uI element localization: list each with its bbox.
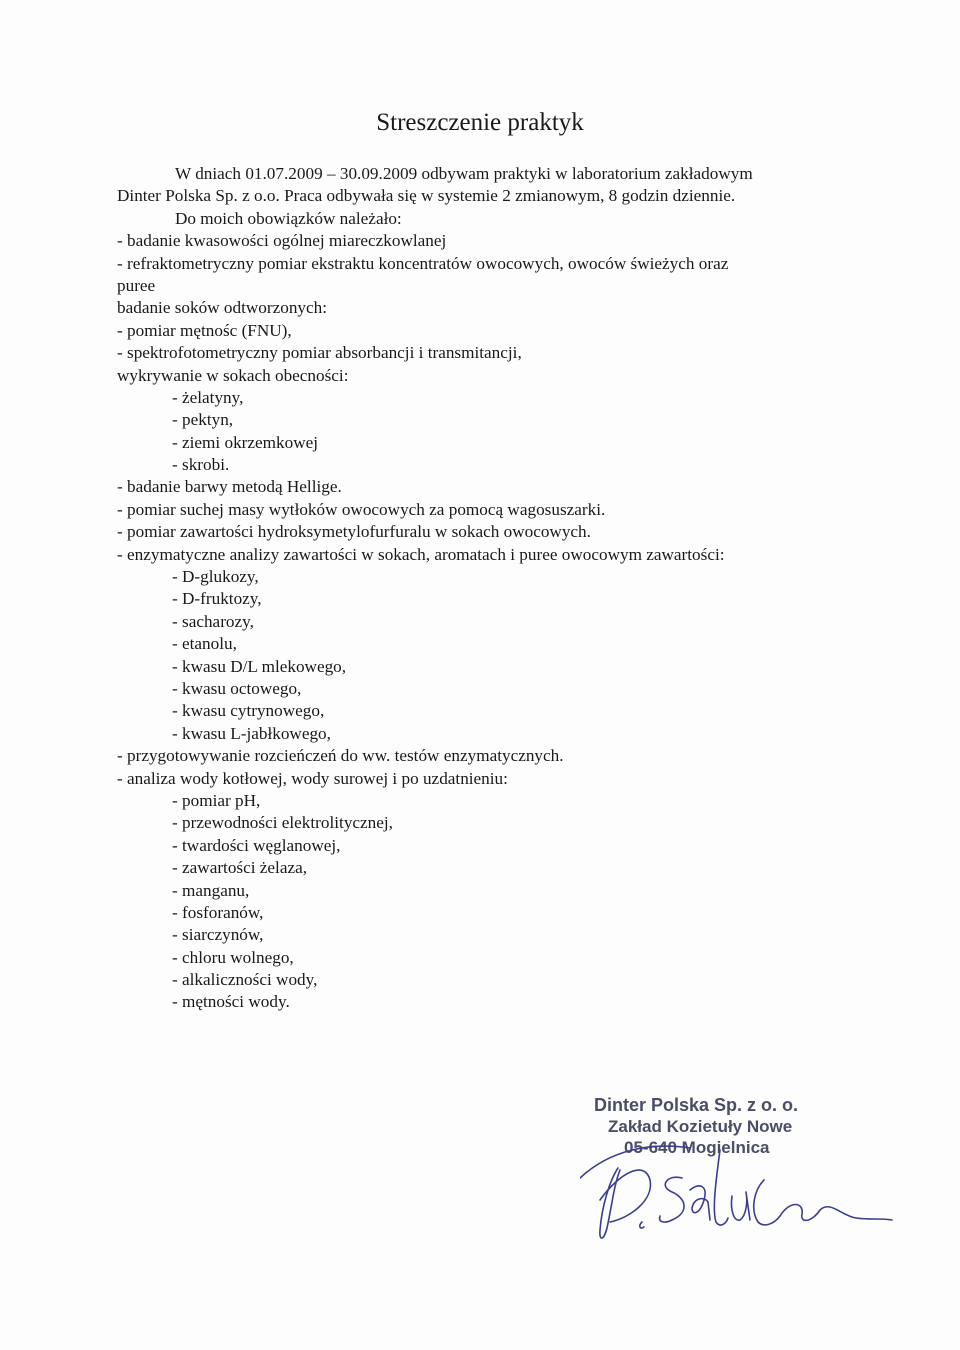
intro-line: Dinter Polska Sp. z o.o. Praca odbywała się w systemie 2 zmianowym, 8 godzin dziennie. (117, 186, 736, 206)
enzymatic-item: - sacharozy, (172, 611, 254, 631)
duty-line: - pomiar mętnośc (FNU), (117, 320, 292, 340)
duty-line: - pomiar suchej masy wytłoków owocowych za pomocą wagosuszarki. (117, 499, 606, 519)
duty-line: puree (117, 275, 156, 295)
enzymatic-item: - D-fruktozy, (172, 589, 262, 609)
duty-line: - przygotowywanie rozcieńczeń do ww. testów enzymatycznych. (117, 746, 564, 766)
enzymatic-item: - kwasu L-jabłkowego, (172, 723, 331, 743)
stamp-company-name: Dinter Polska Sp. z o. o. (594, 1095, 799, 1115)
stamp-plant-name: Zakład Kozietuły Nowe (608, 1117, 793, 1136)
enzymatic-item: - D-glukozy, (172, 567, 259, 587)
duty-line: badanie soków odtworzonych: (117, 298, 328, 318)
water-item: - chloru wolnego, (172, 947, 294, 967)
duty-line: wykrywanie w sokach obecności: (117, 365, 349, 385)
duty-line: - enzymatyczne analizy zawartości w sokach, aromatach i puree owocowym zawartości: (117, 544, 725, 564)
duty-line: - badanie kwasowości ogólnej miareczkowlanej (117, 231, 447, 251)
water-item: - mętności wody. (172, 992, 290, 1012)
intro-line: W dniach 01.07.2009 – 30.09.2009 odbywam praktyki w laboratorium zakładowym (175, 164, 753, 183)
document-body (117, 163, 877, 1014)
water-item: - twardości węglanowej, (172, 835, 341, 855)
water-item: - alkaliczności wody, (172, 970, 318, 990)
intro-line: Do moich obowiązków należało: (175, 208, 402, 228)
enzymatic-item: - kwasu cytrynowego, (172, 701, 325, 721)
duty-line: - spektrofotometryczny pomiar absorbancji i transmitancji, (117, 343, 522, 363)
enzymatic-item: - kwasu D/L mlekowego, (172, 656, 347, 676)
duty-line: - refraktometryczny pomiar ekstraktu koncentratów owocowych, owoców świeżych oraz (117, 253, 729, 273)
water-item: - fosforanów, (172, 902, 264, 922)
duty-line: - analiza wody kotłowej, wody surowej i po uzdatnieniu: (117, 768, 508, 788)
detection-item: - pektyn, (172, 410, 234, 430)
document-title: Streszczenie praktyk (376, 109, 584, 136)
water-item: - przewodności elektrolitycznej, (172, 813, 393, 833)
enzymatic-item: - etanolu, (172, 634, 237, 654)
detection-item: - ziemi okrzemkowej (172, 432, 319, 452)
enzymatic-item: - kwasu octowego, (172, 678, 302, 698)
water-item: - siarczynów, (172, 925, 264, 945)
stamp-address: 05-640 Mogielnica (624, 1138, 770, 1157)
water-item: - pomiar pH, (172, 790, 261, 810)
handwritten-signature (580, 1130, 900, 1250)
water-item: - zawartości żelaza, (172, 858, 308, 878)
duty-line: - badanie barwy metodą Hellige. (117, 477, 342, 497)
detection-item: - żelatyny, (172, 387, 244, 407)
detection-item: - skrobi. (172, 455, 230, 475)
duty-line: - pomiar zawartości hydroksymetylofurfuralu w sokach owocowych. (117, 522, 591, 542)
water-item: - manganu, (172, 880, 250, 900)
